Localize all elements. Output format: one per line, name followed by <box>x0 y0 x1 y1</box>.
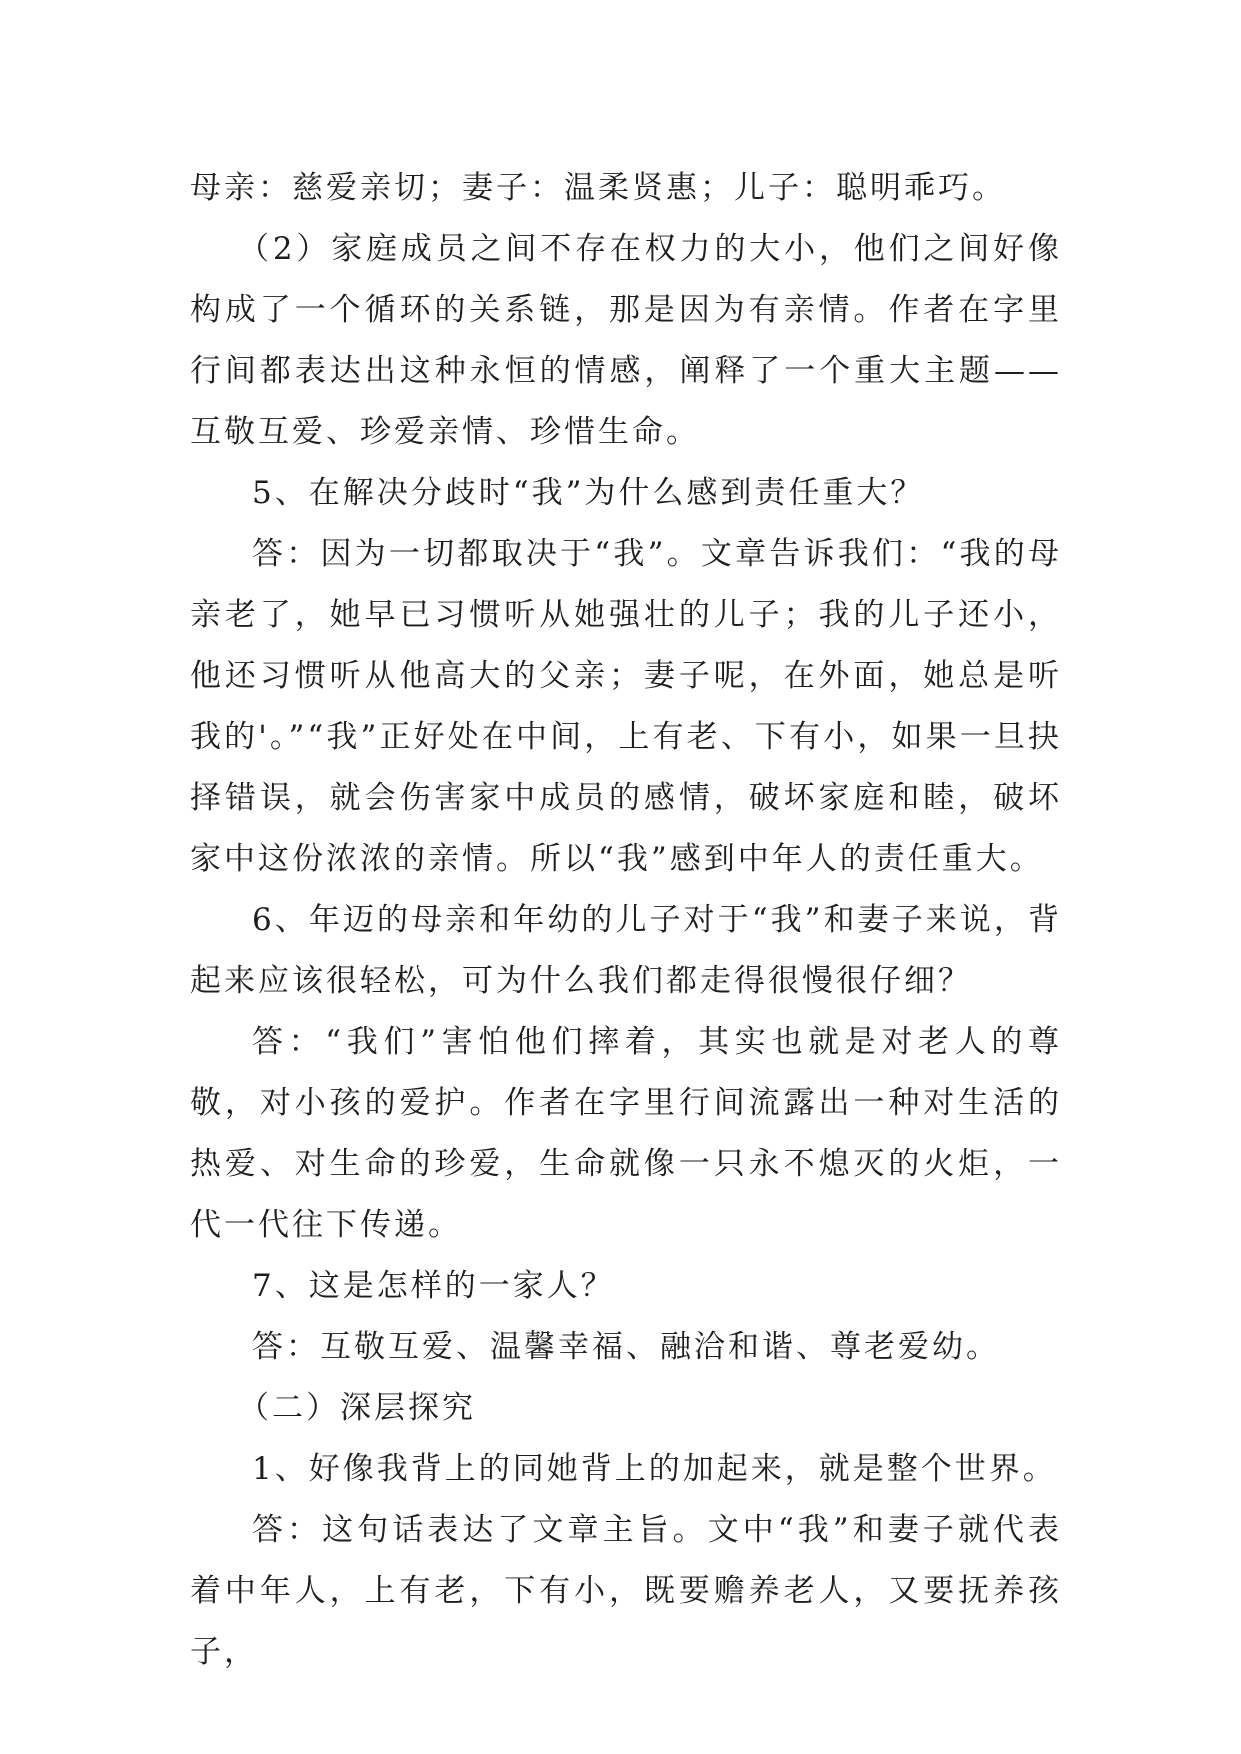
question-5: 5、在解决分歧时“我”为什么感到责任重大？ <box>252 475 925 511</box>
answer-5: 答：因为一切都取决于“我”。文章告诉我们：“我的母亲老了，她早已习惯听从她强壮的儿子；我的儿子还小，他还习惯听从他高大的父亲；妻子呢，在外面，她总是听我的'。”“我”正好处在中间，上有老、下有小，如果一旦抉择错误，就会伤害家中成员的感情，破坏家庭和睦，破坏家中这份浓浓的亲情。所以“我”感到中年人的责任重大。 <box>190 536 1062 877</box>
paragraph-answer-2: （2）家庭成员之间不存在权力的大小，他们之间好像构成了一个循环的关系链，那是因为有亲情。作者在字里行间都表达出这种永恒的情感，阐释了一个重大主题——互敬互爱、珍爱亲情、珍惜生命。 <box>190 231 1062 450</box>
answer-6: 答：“我们”害怕他们摔着，其实也就是对老人的尊敬，对小孩的爱护。作者在字里行间流露出一种对生活的热爱、对生命的珍爱，生命就像一只永不熄灭的火炬，一代一代往下传递。 <box>190 1024 1062 1243</box>
paragraph-family-traits: 母亲：慈爱亲切；妻子：温柔贤惠；儿子：聪明乖巧。 <box>190 170 1006 206</box>
question-7: 7、这是怎样的一家人？ <box>252 1268 615 1304</box>
deep-question-1: 1、好像我背上的同她背上的加起来，就是整个世界。 <box>252 1451 1057 1487</box>
document-body <box>190 158 1062 1683</box>
section-heading-deep-inquiry: （二）深层探究 <box>238 1390 476 1426</box>
question-6: 6、年迈的母亲和年幼的儿子对于“我”和妻子来说，背起来应该很轻松，可为什么我们都走得很慢很仔细？ <box>190 902 1062 999</box>
answer-7: 答：互敬互爱、温馨幸福、融洽和谐、尊老爱幼。 <box>252 1329 1000 1365</box>
deep-answer-1: 答：这句话表达了文章主旨。文中“我”和妻子就代表着中年人，上有老，下有小，既要赡养老人，又要抚养孩子， <box>190 1512 1062 1670</box>
